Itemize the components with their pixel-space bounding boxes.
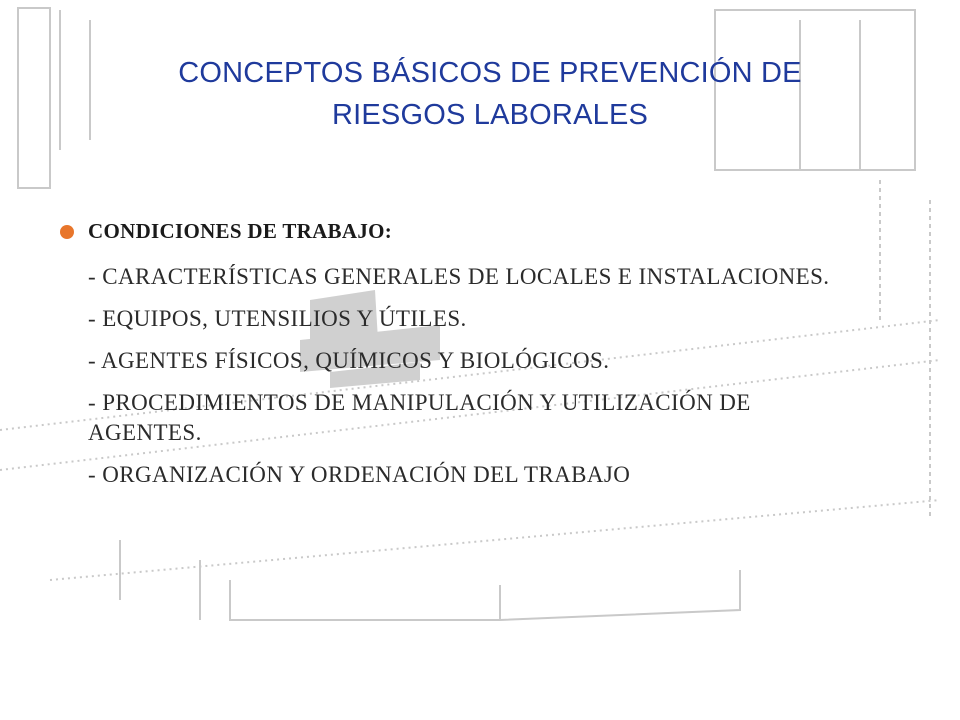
slide-title <box>140 52 840 136</box>
watermark-bottom-lines <box>120 540 200 620</box>
watermark-frame-left <box>18 8 50 188</box>
slide-title-line2: RIESGOS LABORALES <box>331 99 649 131</box>
bullet-dot-icon <box>60 225 74 239</box>
list-item: - EQUIPOS, UTENSILIOS Y ÚTILES. <box>88 306 467 331</box>
slide-content <box>60 216 840 490</box>
watermark-bottom-frame <box>230 570 740 620</box>
watermark-right-dashes <box>880 180 930 520</box>
watermark-lines-left <box>60 10 90 150</box>
bullet-heading-row <box>60 216 840 250</box>
list-item: - AGENTES FÍSICOS, QUÍMICOS Y BIOLÓGICOS. <box>88 348 610 373</box>
list-item: - ORGANIZACIÓN Y ORDENACIÓN DEL TRABAJO <box>88 462 631 487</box>
list-item: - PROCEDIMIENTOS DE MANIPULACIÓN Y UTILIZACIÓN DE AGENTES. <box>88 390 756 445</box>
list-item: - CARACTERÍSTICAS GENERALES DE LOCALES E INSTALACIONES. <box>88 264 830 289</box>
bullet-heading: CONDICIONES DE TRABAJO: <box>88 219 393 243</box>
slide-title-line1: CONCEPTOS BÁSICOS DE PREVENCIÓN DE <box>178 57 802 89</box>
